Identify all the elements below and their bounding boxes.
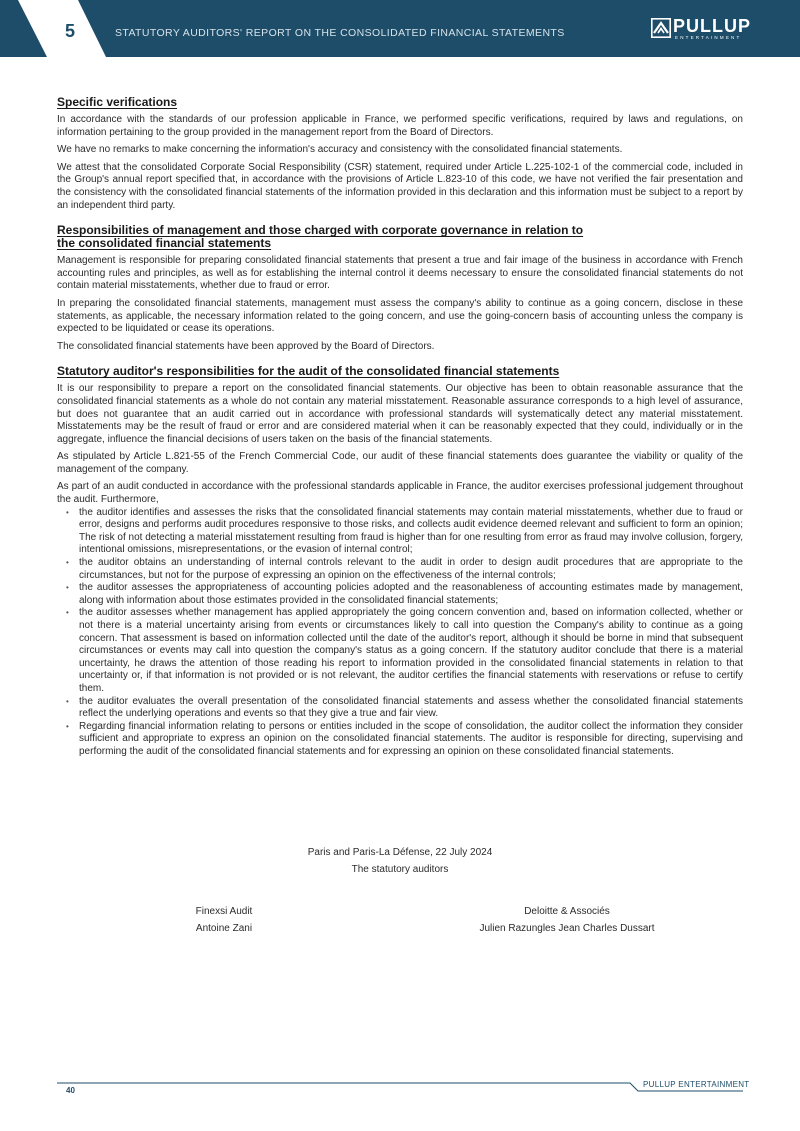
logo-mark-icon xyxy=(651,18,671,38)
paragraph: As stipulated by Article L.821-55 of the French Commercial Code, our audit of these financial statements does guarantee the viability or quality of the management of the company. xyxy=(57,451,743,475)
list-item: • the auditor obtains an understanding of internal controls relevant to the audit in order to design audit procedures that are appropriate to the circumstances, but not for the purpose of expressing an opinion on the effectiveness of the internal controls; xyxy=(66,557,743,581)
logo-subtitle: ENTERTAINMENT xyxy=(675,35,742,40)
audit-bullet-list xyxy=(57,507,743,759)
company-logo xyxy=(651,18,751,42)
left-firm: Finexsi Audit xyxy=(195,906,253,917)
right-firm: Deloitte & Associés xyxy=(524,906,610,917)
bullet-icon: • xyxy=(66,721,69,731)
bullet-icon: • xyxy=(66,608,69,618)
paragraph: In preparing the consolidated financial statements, management must assess the company's ability to continue as a going concern, disclose in these statements, as applicable, the necessary information related to the going concern, and use the going-concern basis of accounting unless the company is expected to be liquidated or cease its operations. xyxy=(57,297,743,335)
list-item: • the auditor identifies and assesses the risks that the consolidated financial statements may contain material misstatements, whether due to fraud or error, designs and performs audit procedures responsive to those risks, and collects audit evidence deemed relevant and sufficient to form an opinion; The risk of not detecting a material misstatement resulting from fraud is higher than for one resulting from error as fraud may involve collusion, forgery, intentional omissions, misrepresentations, or the evasion of internal control; xyxy=(66,506,743,556)
list-item: • the auditor assesses whether management has applied appropriately the going concern convention and, based on information collected, whether or not there is a material uncertainty arising from events or circumstances likely to call into question the Company's ability to continue as a going concern. That assessment is based on information collected until the date of the auditor's report, although it should be borne in mind that subsequent circumstances or events may call into question the company's status as a going concern. If the statutory auditor conclude that there is a material uncertainty, he draws the attention of those reading his report to information provided in the consolidated financial statements in relation to that uncertainty or, if that information is not provided or is not relevant, the auditor certifies the financial statements with reservations or refuse to certify them. xyxy=(66,607,743,694)
chapter-number: 5 xyxy=(64,21,75,41)
left-signatory: Antoine Zani xyxy=(195,923,253,934)
signature-role: The statutory auditors xyxy=(351,864,449,875)
paragraph: It is our responsibility to prepare a report on the consolidated financial statements. Our objective has been to obtain reasonable assurance that the consolidated financial statements as a whole do not contain any material misstatement. Reasonable assurance corresponds to a high level of assurance, but does not guarantee that an audit carried out in accordance with professional standards will systematically detect any material misstatement. Misstatements may be the result of fraud or error and are considered material when it can be reasonably expected that they could, individually or in the aggregate, influence the financial decisions of users taken on the basis of the financial statements. xyxy=(57,383,743,445)
list-item: • Regarding financial information relating to persons or entities included in the scope of consolidation, the auditor collect the information they consider sufficient and appropriate to express an opinion on the consolidated financial statements. The auditor is responsible for directing, supervising and performing the audit of the consolidated financial statements and for expressing an opinion on these consolidated financial statements. xyxy=(66,720,743,757)
bullet-icon: • xyxy=(66,583,69,593)
footer-rule xyxy=(57,1078,743,1094)
page-number: 40 xyxy=(66,1086,75,1095)
bullet-icon: • xyxy=(66,558,69,568)
heading-specific-verifications: Specific verifications xyxy=(57,95,178,109)
heading-auditor-responsibilities: Statutory auditor's responsibilities for the audit of the consolidated financial statements xyxy=(57,364,560,379)
bullet-icon: • xyxy=(66,507,69,517)
chapter-tab-shape xyxy=(0,0,110,57)
list-item: • the auditor assesses the appropriateness of accounting policies adopted and the reasonableness of accounting estimates made by management, along with information about those estimates provided in the consolidated financial statements; xyxy=(66,582,743,606)
paragraph: We attest that the consolidated Corporate Social Responsibility (CSR) statement, required under Article L.225-102-1 of the commercial code, included in the Group's annual report specified that, in accordance with the provisions of Article L.823-10 of this code, we have not verified the fair presentation and the consistency with the consolidated financial statements of the information provided in this declaration and this information must be subject to a report by an independent third party. xyxy=(57,161,743,211)
paragraph: We have no remarks to make concerning the information's accuracy and consistency with the consolidated financial statements. xyxy=(57,144,623,156)
report-body xyxy=(57,96,743,759)
heading-management-responsibilities: Responsibilities of management and those charged with corporate governance in relation to the consolidated financial statements xyxy=(57,223,584,251)
logo-wordmark: PULLUP xyxy=(673,16,751,36)
page-header xyxy=(0,0,800,57)
paragraph: As part of an audit conducted in accordance with the professional standards applicable in France, the auditor exercises professional judgement throughout the audit. Furthermore, xyxy=(57,481,743,506)
bullet-icon: • xyxy=(66,696,69,706)
paragraph: Management is responsible for preparing consolidated financial statements that present a true and fair image of the business in accordance with French accounting rules and principles, as well as for establishing the internal control it deems necessary to ensure the consolidated financial statements do not contain material misstatements, whether due to fraud or error. xyxy=(57,255,743,292)
header-title: STATUTORY AUDITORS' REPORT ON THE CONSOLIDATED FINANCIAL STATEMENTS xyxy=(115,27,565,39)
paragraph: In accordance with the standards of our profession applicable in France, we performed specific verifications, required by laws and regulations, on information pertaining to the group provided in the management report from the Board of Directors. xyxy=(57,114,743,138)
signature-place-date: Paris and Paris-La Défense, 22 July 2024 xyxy=(307,847,493,858)
paragraph: The consolidated financial statements have been approved by the Board of Directors. xyxy=(57,340,435,352)
list-item: • the auditor evaluates the overall presentation of the consolidated financial statements and assess whether the consolidated financial statements reflect the underlying operations and events so that they give a true and fair view. xyxy=(66,695,743,720)
right-signatories: Julien Razungles Jean Charles Dussart xyxy=(479,923,655,934)
footer-brand: PULLUP ENTERTAINMENT xyxy=(643,1080,750,1089)
